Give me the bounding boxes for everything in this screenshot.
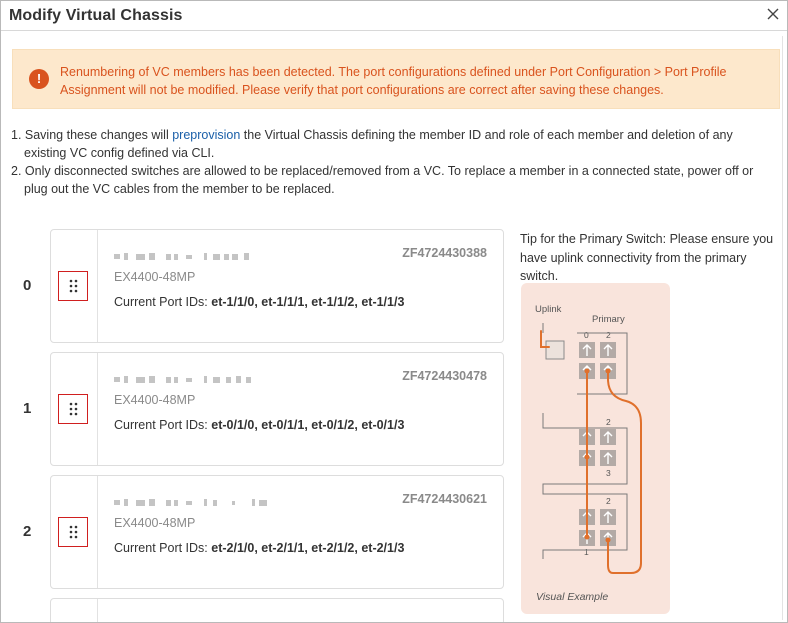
drag-handle-column xyxy=(51,353,98,465)
drag-handle-icon[interactable] xyxy=(58,271,88,301)
drag-handle-icon[interactable] xyxy=(58,517,88,547)
serial-number: ZF4724430388 xyxy=(402,246,487,260)
current-port-ids: Current Port IDs: et-1/1/0, et-1/1/1, et-1/1/2, et-1/1/3 xyxy=(114,295,405,309)
member-id-2: 2 xyxy=(23,523,32,540)
sw3-bottom-label: 1 xyxy=(584,547,589,557)
dialog-header xyxy=(1,1,787,31)
warning-text: Renumbering of VC members has been detected. The port configurations defined under Port Configuration > Port Profile Assignment will not be modified. Please verify that port configurations are correct after saving these changes. xyxy=(60,65,727,97)
current-port-ids: Current Port IDs: et-2/1/0, et-2/1/1, et-2/1/2, et-2/1/3 xyxy=(114,541,405,555)
member-id-1: 1 xyxy=(23,400,32,417)
vc-visual-example xyxy=(521,283,670,614)
preprovision-link[interactable]: preprovision xyxy=(172,128,241,142)
blurred-hostname xyxy=(114,373,274,387)
primary-label: Primary xyxy=(592,314,625,325)
model-name: EX4400-48MP xyxy=(114,393,196,407)
model-name: EX4400-48MP xyxy=(114,270,196,284)
blurred-hostname xyxy=(114,250,274,264)
member-card-0 xyxy=(50,229,504,343)
drag-handle-column xyxy=(51,476,98,588)
serial-number: ZF4724430621 xyxy=(402,492,487,506)
note-1-line-2: existing VC config defined via CLI. xyxy=(24,146,215,160)
drag-handle-icon[interactable] xyxy=(58,394,88,424)
notes-list xyxy=(11,126,771,198)
uplink-label: Uplink xyxy=(535,304,562,315)
member-card-2 xyxy=(50,475,504,589)
sw2-top-label: 2 xyxy=(606,417,611,427)
close-icon[interactable] xyxy=(765,6,781,22)
sw2-bottom-label: 3 xyxy=(606,468,611,478)
visual-example-caption: Visual Example xyxy=(536,591,609,603)
dialog-title: Modify Virtual Chassis xyxy=(9,7,183,24)
note-1-line-1: 1. Saving these changes will preprovision the Virtual Chassis defining the member ID and role of each member and deletion of any xyxy=(11,128,733,142)
model-name: EX4400-48MP xyxy=(114,516,196,530)
sw3-top-label: 2 xyxy=(606,496,611,506)
scrollbar[interactable] xyxy=(777,32,787,622)
drag-handle-column xyxy=(51,230,98,342)
drag-handle-column xyxy=(51,599,98,623)
sw1-port-label-0: 0 xyxy=(584,330,589,340)
blurred-hostname xyxy=(114,496,284,510)
member-card-3 xyxy=(50,598,504,623)
alert-icon: ! xyxy=(29,69,49,89)
current-port-ids: Current Port IDs: et-0/1/0, et-0/1/1, et-0/1/2, et-0/1/3 xyxy=(114,418,405,432)
note-2-line-1: 2. Only disconnected switches are allowed to be replaced/removed from a VC. To replace a member in a connected state, power off or xyxy=(11,164,754,178)
primary-switch-tip: Tip for the Primary Switch: Please ensure you have uplink connectivity from the primary switch. xyxy=(520,232,774,283)
serial-number: ZF4724430478 xyxy=(402,369,487,383)
sw1-port-label-2: 2 xyxy=(606,330,611,340)
note-2-line-2: plug out the VC cables from the member to be replaced. xyxy=(24,182,335,196)
vc-cabling-diagram xyxy=(521,283,670,614)
renumbering-warning-banner xyxy=(12,49,780,109)
member-card-1 xyxy=(50,352,504,466)
member-id-0: 0 xyxy=(23,277,32,294)
